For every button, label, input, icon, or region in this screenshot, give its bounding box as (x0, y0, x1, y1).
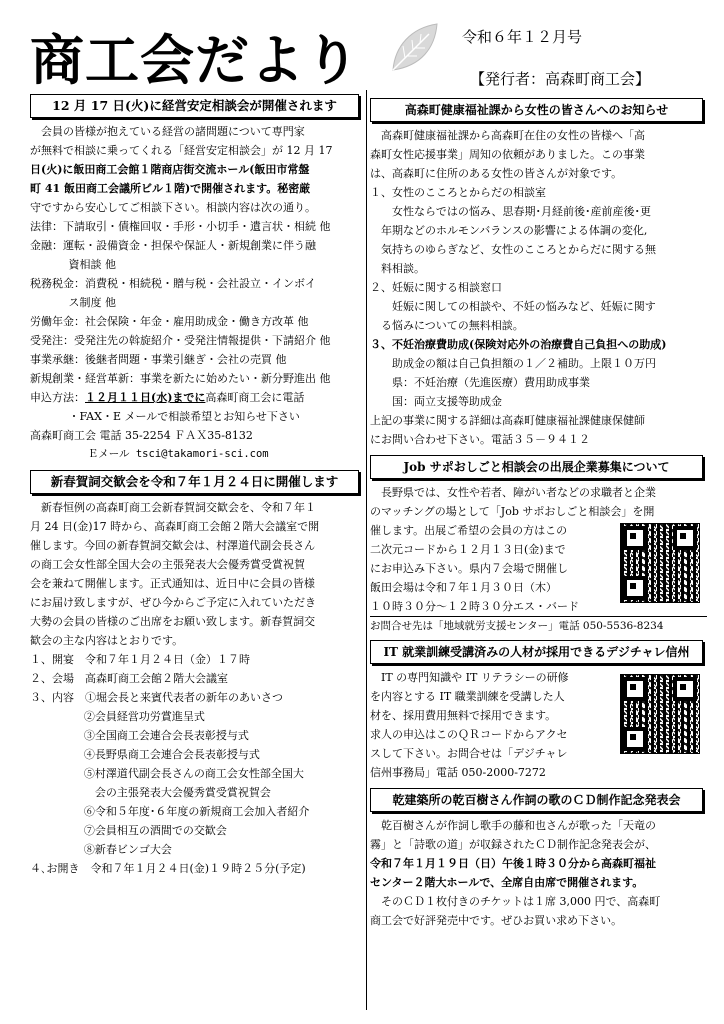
text-line: 高森町健康福祉課から高森町在住の女性の皆様へ「高 (381, 129, 645, 142)
apply-deadline: １２月１１日(水)までに (85, 391, 206, 404)
program-item: 会の主張発表大会優秀賞受賞祝賀会 (94, 786, 271, 799)
article-body (370, 483, 707, 636)
text-line: にお問い合わせ下さい。電話３５－９４１２ (370, 433, 590, 446)
text-line: 霧」と「詩歌の道」が収録されたＣＤ制作記念発表会が、 (370, 838, 656, 851)
text-line: センター２階大ホールで、全席自由席で開催されます。 (370, 876, 644, 889)
program-item: ②会員経営功労賞進呈式 (83, 710, 205, 723)
article-body (30, 122, 363, 464)
text-line: 料相談。 (381, 262, 425, 275)
apply-label: 申込方法： (30, 391, 85, 404)
article-heading: 乾建築所の乾百樹さん作詞の歌のＣＤ制作記念発表会 (370, 788, 703, 812)
topic-line: ス制度 他 (68, 296, 116, 309)
topic-line: 受発注：受発注先の斡旋紹介・受発注情報提供・下請紹介 他 (30, 334, 331, 347)
text-line: 求人の申込はこのＱＲコードからアクセ (370, 728, 568, 741)
text-line: 県：不妊治療（先進医療）費用助成事業 (392, 376, 590, 389)
issue-date: 令和６年１２月号 (462, 28, 583, 46)
text-line: 催します。今回の新春賀詞交歓会は、村澤道代副会長さん (30, 539, 316, 552)
article-body (30, 498, 363, 878)
right-column (370, 92, 707, 930)
text-line: 日(火)に飯田商工会館１階商店街交流ホール(飯田市常盤 (30, 163, 310, 176)
program-item: ⑥令和５年度･６年度の新規商工会加入者紹介 (83, 805, 310, 818)
text-line: 会員の皆様が抱えている経営の諸問題について専門家 (41, 125, 305, 138)
article-heading: 新春賀詞交歓会を令和７年１月２４日に開催します (30, 470, 359, 494)
topic-line: 法律：下請取引・債権回収・手形・小切手・遺言状・相続 他 (30, 220, 331, 233)
text-line: にお届け致しますが、ぜひ今からご予定に入れていただき (30, 596, 316, 609)
list-item: ２、会場 高森町商工会館２階大会議室 (30, 672, 228, 685)
text-line: スして下さい。お問合せは「デジチャレ (370, 747, 568, 760)
program-item: ⑧新春ビンゴ大会 (83, 843, 172, 856)
text-line: 乾百樹さんが作詞し歌手の藤和也さんが歌った「天竜の (381, 819, 656, 832)
text-line: 森町女性応援事業」周知の依頼がありました。この事業 (370, 148, 645, 161)
text-line: 町 41 飯田商工会議所ビル１階)で開催されます。秘密厳 (30, 182, 311, 195)
article-heading: 12 月 17 日(火)に経営安定相談会が開催されます (30, 94, 359, 118)
list-item: ４､お開き 令和７年１月２４日(金)１９時２５分(予定) (30, 862, 306, 875)
topic-line: 金融：運転・設備資金・担保や保証人・新規創業に伴う融 (30, 239, 316, 252)
text-line: 月 24 日(金)17 時から、高森町商工会館２階大会議室で開 (30, 520, 320, 533)
text-line: が無料で相談に乗ってくれる「経営安定相談会」が 12 月 17 (30, 144, 333, 157)
list-item: １、開宴 令和７年１月２４日（金）１７時 (30, 653, 250, 666)
text-line: 会を兼ねて開催します。正式通知は、近日中に会員の皆様 (30, 577, 315, 590)
text-line: 気持ちのゆらぎなど、女性のこころとからだに関する無 (381, 243, 656, 256)
section-title: ２、妊娠に関する相談窓口 (370, 281, 502, 294)
text-line: にお申込み下さい。県内７会場で開催し (370, 562, 568, 575)
text-line: 上記の事業に関する詳細は高森町健康福祉課健康保健師 (370, 414, 645, 427)
text-line: 長野県では、女性や若者、障がい者などの求職者と企業 (381, 486, 656, 499)
program-item: ⑤村澤道代副会長さんの商工会女性部全国大 (83, 767, 304, 780)
publisher: 【発行者：高森町商工会】 (470, 70, 651, 88)
article-heading: 高森町健康福祉課から女性の皆さんへのお知らせ (370, 98, 703, 122)
topic-line: 新規創業・経営革新：事業を新たに始めたい・新分野進出 他 (30, 372, 331, 385)
text-line: 歓会の主な内容はとおりです。 (30, 634, 184, 647)
text-line: を内容とする IT 職業訓練を受講した人 (370, 690, 565, 703)
qr-code-icon[interactable] (620, 674, 700, 754)
list-item: ３、内容 ①堀会長と来賓代表者の新年のあいさつ (30, 691, 283, 704)
text-line: １０時３０分～１２時３０分エス・バード (370, 600, 579, 613)
article-body (370, 668, 707, 782)
newsletter-title: 商工会だより (30, 29, 360, 92)
text-line: 守ですから安心してご相談下さい。相談内容は次の通り。 (30, 201, 316, 214)
topic-line: 資相談 他 (68, 258, 116, 271)
text-line: 大勢の会員の皆様のご出席をお願い致します。新春賀詞交 (30, 615, 316, 628)
leaf-icon (385, 18, 445, 78)
column-divider (366, 90, 367, 1010)
text-line: お問合せ先は「地域就労支援センター」電話 050-5536-8234 (370, 616, 707, 636)
program-item: ④長野県商工会連合会長表彰授与式 (83, 748, 260, 761)
text-line: る悩みについての無料相談。 (381, 319, 524, 332)
text-line: 妊娠に関しての相談や、不妊の悩みなど、妊娠に関す (392, 300, 656, 313)
text-line: のマッチングの場として「Job サポおしごと相談会」を開 (370, 505, 655, 518)
text-line: IT の専門知識や IT リテラシーの研修 (381, 671, 569, 684)
text-line: 令和７年１月１９日（日）午後１時３０分から高森町福祉 (370, 857, 656, 870)
apply-rest: 高森町商工会に電話 (205, 391, 305, 404)
text-line: は、高森町に住所のある女性の皆さんが対象です。 (370, 167, 623, 180)
text-line: 新春恒例の高森町商工会新春賀詞交歓会を、令和７年１ (41, 501, 316, 514)
contact-line: 高森町商工会 電話 35-2254 ＦＡＸ35-8132 (30, 429, 253, 442)
text-line: 商工会で好評発売中です。ぜひお買い求め下さい。 (370, 914, 623, 927)
program-item: ③全国商工会連合会長表彰授与式 (83, 729, 249, 742)
article-heading: IT 就業訓練受講済みの人材が採用できるデジチャレ信州 (370, 640, 703, 664)
text-line: 助成金の額は自己負担額の１／２補助。上限１０万円 (392, 357, 656, 370)
article-body (370, 126, 707, 449)
article-heading: Job サポおしごと相談会の出展企業募集について (370, 455, 703, 479)
text-line: 国：両立支援等助成金 (392, 395, 502, 408)
text-line: 飯田会場は令和７年１月３０日（木） (370, 581, 557, 594)
topic-line: 労働年金：社会保険・年金・雇用助成金・働き方改革 他 (30, 315, 309, 328)
text-line: 材を、採用費用無料で採用できます。 (370, 709, 557, 722)
article-body (370, 816, 707, 930)
text-line: 年期などのホルモンバランスの影響による体調の変化, (381, 224, 648, 237)
left-column (30, 92, 363, 878)
email-line: Ｅメール tsci@takamori-sci.com (87, 448, 269, 460)
section-title: ３、不妊治療費助成(保険対応外の治療費自己負担への助成) (370, 338, 667, 351)
apply-line (30, 388, 363, 407)
text-line: の商工会女性部全国大会の主張発表大会優秀賞受賞祝賀 (30, 558, 305, 571)
text-line: 信州事務局」電話 050-2000-7272 (370, 766, 546, 779)
topic-line: 税務税金：消費税・相続税・贈与税・会社設立・インボイ (30, 277, 316, 290)
section-title: １、女性のこころとからだの相談室 (370, 186, 546, 199)
text-line: 催します。出展ご希望の会員の方はこの (370, 524, 568, 537)
apply-line-2: ・FAX・E メールで相談希望とお知らせ下さい (68, 410, 300, 423)
topic-line: 事業承継：後継者問題・事業引継ぎ・会社の売買 他 (30, 353, 287, 366)
text-line: そのＣＤ１枚付きのチケットは１席 3,000 円で、高森町 (381, 895, 661, 908)
qr-code-icon[interactable] (620, 523, 700, 603)
text-line: 二次元コードから１２月１３日(金)まで (370, 543, 566, 556)
program-item: ⑦会員相互の酒間での交歓会 (83, 824, 227, 837)
text-line: 女性ならではの悩み、思春期･月経前後･産前産後･更 (392, 205, 652, 218)
